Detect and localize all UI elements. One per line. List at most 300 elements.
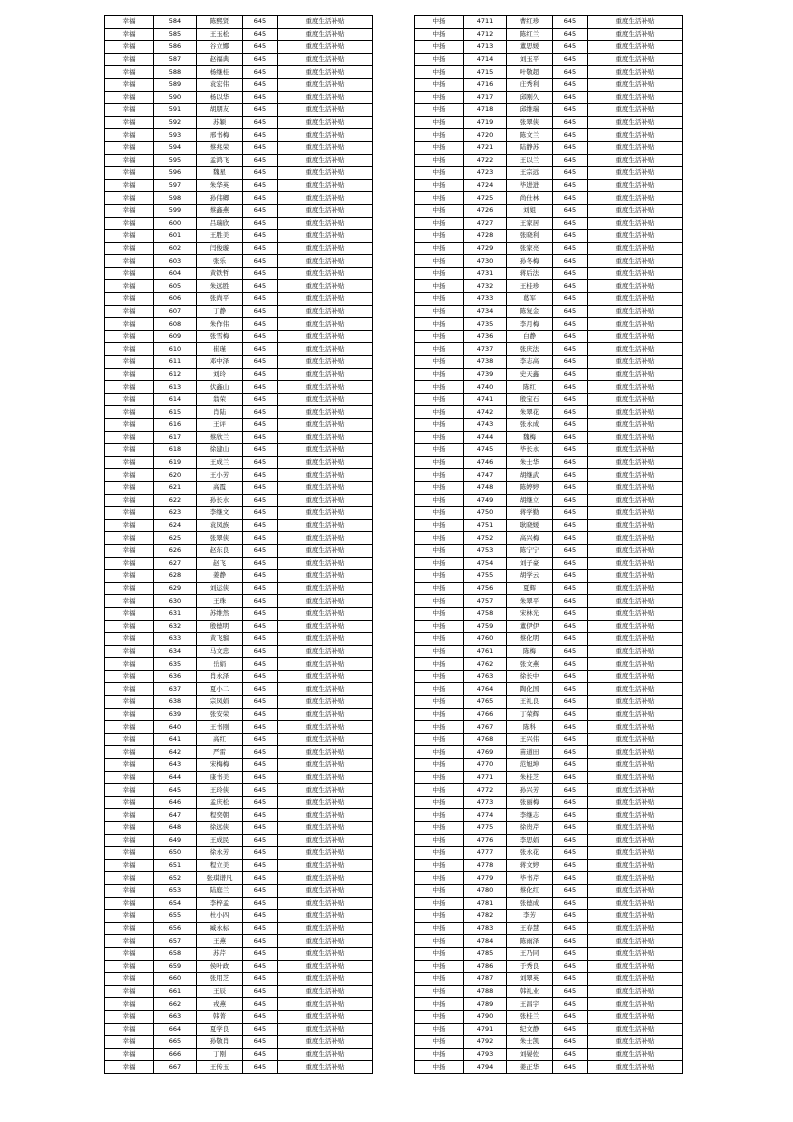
serial-number-cell: 631 xyxy=(154,607,197,620)
amount-cell: 645 xyxy=(553,847,588,860)
subsidy-type-cell: 重度生活补贴 xyxy=(588,330,683,343)
person-name-cell: 杨继桂 xyxy=(197,66,243,79)
subsidy-type-cell: 重度生活补贴 xyxy=(278,230,373,243)
amount-cell: 645 xyxy=(243,834,278,847)
town-cell: 中扬 xyxy=(415,318,464,331)
person-name-cell: 张桂兰 xyxy=(507,1010,553,1023)
subsidy-type-cell: 重度生活补贴 xyxy=(588,494,683,507)
table-row xyxy=(105,419,373,432)
serial-number-cell: 4711 xyxy=(464,16,507,29)
town-cell: 中扬 xyxy=(415,444,464,457)
subsidy-type-cell: 重度生活补贴 xyxy=(278,658,373,671)
town-cell: 中扬 xyxy=(415,847,464,860)
subsidy-type-cell: 重度生活补贴 xyxy=(278,78,373,91)
subsidy-type-cell: 重度生活补贴 xyxy=(588,557,683,570)
left-subsidy-table xyxy=(104,15,373,1074)
table-row xyxy=(105,66,373,79)
serial-number-cell: 663 xyxy=(154,1010,197,1023)
serial-number-cell: 4734 xyxy=(464,305,507,318)
amount-cell: 645 xyxy=(243,78,278,91)
table-row xyxy=(415,141,683,154)
serial-number-cell: 589 xyxy=(154,78,197,91)
subsidy-type-cell: 重度生活补贴 xyxy=(278,116,373,129)
subsidy-type-cell: 重度生活补贴 xyxy=(278,570,373,583)
serial-number-cell: 4771 xyxy=(464,771,507,784)
serial-number-cell: 4715 xyxy=(464,66,507,79)
person-name-cell: 张永花 xyxy=(507,847,553,860)
subsidy-type-cell: 重度生活补贴 xyxy=(278,822,373,835)
table-row xyxy=(415,481,683,494)
table-row xyxy=(415,557,683,570)
town-cell: 中扬 xyxy=(415,822,464,835)
person-name-cell: 袁宏伟 xyxy=(197,78,243,91)
amount-cell: 645 xyxy=(243,53,278,66)
serial-number-cell: 4776 xyxy=(464,834,507,847)
person-name-cell: 陶化国 xyxy=(507,683,553,696)
table-row xyxy=(415,419,683,432)
serial-number-cell: 630 xyxy=(154,595,197,608)
town-cell: 中扬 xyxy=(415,1061,464,1074)
table-row xyxy=(415,368,683,381)
amount-cell: 645 xyxy=(553,16,588,29)
subsidy-type-cell: 重度生活补贴 xyxy=(278,419,373,432)
table-row xyxy=(105,343,373,356)
subsidy-type-cell: 重度生活补贴 xyxy=(588,444,683,457)
town-cell: 中扬 xyxy=(415,154,464,167)
serial-number-cell: 593 xyxy=(154,129,197,142)
table-row xyxy=(105,16,373,29)
table-row xyxy=(105,620,373,633)
table-row xyxy=(415,796,683,809)
amount-cell: 645 xyxy=(243,595,278,608)
subsidy-type-cell: 重度生活补贴 xyxy=(278,784,373,797)
serial-number-cell: 4779 xyxy=(464,872,507,885)
amount-cell: 645 xyxy=(243,519,278,532)
table-row xyxy=(415,582,683,595)
serial-number-cell: 644 xyxy=(154,771,197,784)
person-name-cell: 张用芝 xyxy=(197,973,243,986)
person-name-cell: 姜正华 xyxy=(507,1061,553,1074)
subsidy-type-cell: 重度生活补贴 xyxy=(278,217,373,230)
person-name-cell: 邱刚久 xyxy=(507,91,553,104)
serial-number-cell: 648 xyxy=(154,822,197,835)
table-row xyxy=(415,847,683,860)
serial-number-cell: 4717 xyxy=(464,91,507,104)
subsidy-type-cell: 重度生活补贴 xyxy=(588,859,683,872)
person-name-cell: 徐长中 xyxy=(507,670,553,683)
subsidy-type-cell: 重度生活补贴 xyxy=(588,431,683,444)
table-row xyxy=(105,431,373,444)
subsidy-type-cell: 重度生活补贴 xyxy=(588,658,683,671)
table-row xyxy=(105,595,373,608)
subsidy-type-cell: 重度生活补贴 xyxy=(278,28,373,41)
subsidy-type-cell: 重度生活补贴 xyxy=(278,859,373,872)
serial-number-cell: 665 xyxy=(154,1036,197,1049)
subsidy-type-cell: 重度生活补贴 xyxy=(278,204,373,217)
subsidy-type-cell: 重度生活补贴 xyxy=(588,582,683,595)
person-name-cell: 孙伟卿 xyxy=(197,192,243,205)
town-cell: 幸福 xyxy=(105,947,154,960)
amount-cell: 645 xyxy=(553,167,588,180)
town-cell: 中扬 xyxy=(415,557,464,570)
subsidy-type-cell: 重度生活补贴 xyxy=(588,393,683,406)
amount-cell: 645 xyxy=(553,595,588,608)
amount-cell: 645 xyxy=(243,658,278,671)
serial-number-cell: 4724 xyxy=(464,179,507,192)
amount-cell: 645 xyxy=(553,557,588,570)
serial-number-cell: 4789 xyxy=(464,998,507,1011)
amount-cell: 645 xyxy=(553,179,588,192)
town-cell: 中扬 xyxy=(415,595,464,608)
serial-number-cell: 4794 xyxy=(464,1061,507,1074)
person-name-cell: 尚仕林 xyxy=(507,192,553,205)
amount-cell: 645 xyxy=(553,469,588,482)
town-cell: 中扬 xyxy=(415,721,464,734)
amount-cell: 645 xyxy=(243,217,278,230)
town-cell: 中扬 xyxy=(415,544,464,557)
table-row xyxy=(415,356,683,369)
table-row xyxy=(105,267,373,280)
amount-cell: 645 xyxy=(243,419,278,432)
amount-cell: 645 xyxy=(243,330,278,343)
serial-number-cell: 651 xyxy=(154,859,197,872)
table-row xyxy=(415,104,683,117)
amount-cell: 645 xyxy=(243,293,278,306)
person-name-cell: 刘玉平 xyxy=(507,53,553,66)
table-row xyxy=(105,91,373,104)
table-row xyxy=(415,595,683,608)
amount-cell: 645 xyxy=(243,456,278,469)
subsidy-type-cell: 重度生活补贴 xyxy=(588,293,683,306)
serial-number-cell: 4753 xyxy=(464,544,507,557)
serial-number-cell: 4731 xyxy=(464,267,507,280)
town-cell: 幸福 xyxy=(105,456,154,469)
serial-number-cell: 4740 xyxy=(464,381,507,394)
amount-cell: 645 xyxy=(553,771,588,784)
serial-number-cell: 632 xyxy=(154,620,197,633)
town-cell: 中扬 xyxy=(415,330,464,343)
table-row xyxy=(415,116,683,129)
serial-number-cell: 633 xyxy=(154,633,197,646)
serial-number-cell: 4754 xyxy=(464,557,507,570)
person-name-cell: 邓中泽 xyxy=(197,356,243,369)
subsidy-type-cell: 重度生活补贴 xyxy=(588,104,683,117)
person-name-cell: 赵飞 xyxy=(197,557,243,570)
amount-cell: 645 xyxy=(553,204,588,217)
table-row xyxy=(415,859,683,872)
town-cell: 幸福 xyxy=(105,633,154,646)
subsidy-type-cell: 重度生活补贴 xyxy=(588,884,683,897)
town-cell: 中扬 xyxy=(415,293,464,306)
amount-cell: 645 xyxy=(553,910,588,923)
amount-cell: 645 xyxy=(243,897,278,910)
town-cell: 中扬 xyxy=(415,620,464,633)
town-cell: 幸福 xyxy=(105,217,154,230)
subsidy-type-cell: 重度生活补贴 xyxy=(588,381,683,394)
town-cell: 幸福 xyxy=(105,280,154,293)
amount-cell: 645 xyxy=(553,784,588,797)
table-row xyxy=(415,532,683,545)
person-name-cell: 王评 xyxy=(197,419,243,432)
serial-number-cell: 4725 xyxy=(464,192,507,205)
subsidy-type-cell: 重度生活补贴 xyxy=(588,1023,683,1036)
serial-number-cell: 4792 xyxy=(464,1036,507,1049)
subsidy-type-cell: 重度生活补贴 xyxy=(588,696,683,709)
amount-cell: 645 xyxy=(243,607,278,620)
town-cell: 幸福 xyxy=(105,973,154,986)
person-name-cell: 袁凤族 xyxy=(197,519,243,532)
subsidy-type-cell: 重度生活补贴 xyxy=(588,406,683,419)
amount-cell: 645 xyxy=(243,469,278,482)
table-row xyxy=(415,444,683,457)
table-row xyxy=(105,28,373,41)
table-row xyxy=(415,41,683,54)
subsidy-type-cell: 重度生活补贴 xyxy=(588,771,683,784)
town-cell: 幸福 xyxy=(105,620,154,633)
serial-number-cell: 598 xyxy=(154,192,197,205)
person-name-cell: 胡继武 xyxy=(507,469,553,482)
amount-cell: 645 xyxy=(553,91,588,104)
table-row xyxy=(105,607,373,620)
amount-cell: 645 xyxy=(243,985,278,998)
serial-number-cell: 639 xyxy=(154,708,197,721)
town-cell: 幸福 xyxy=(105,293,154,306)
amount-cell: 645 xyxy=(553,884,588,897)
serial-number-cell: 652 xyxy=(154,872,197,885)
table-row xyxy=(105,167,373,180)
person-name-cell: 邱维瑞 xyxy=(507,104,553,117)
person-name-cell: 陈科 xyxy=(507,721,553,734)
table-row xyxy=(415,607,683,620)
table-row xyxy=(415,570,683,583)
table-row xyxy=(105,330,373,343)
amount-cell: 645 xyxy=(553,356,588,369)
amount-cell: 645 xyxy=(243,771,278,784)
person-name-cell: 蒋学勤 xyxy=(507,507,553,520)
subsidy-type-cell: 重度生活补贴 xyxy=(588,1010,683,1023)
town-cell: 幸福 xyxy=(105,1061,154,1074)
serial-number-cell: 605 xyxy=(154,280,197,293)
person-name-cell: 张翠侠 xyxy=(507,116,553,129)
person-name-cell: 赵东良 xyxy=(197,544,243,557)
person-name-cell: 夏小二 xyxy=(197,683,243,696)
serial-number-cell: 4787 xyxy=(464,973,507,986)
serial-number-cell: 650 xyxy=(154,847,197,860)
subsidy-type-cell: 重度生活补贴 xyxy=(278,1036,373,1049)
amount-cell: 645 xyxy=(243,179,278,192)
subsidy-type-cell: 重度生活补贴 xyxy=(278,771,373,784)
amount-cell: 645 xyxy=(243,733,278,746)
amount-cell: 645 xyxy=(243,16,278,29)
amount-cell: 645 xyxy=(553,544,588,557)
town-cell: 中扬 xyxy=(415,633,464,646)
town-cell: 中扬 xyxy=(415,947,464,960)
town-cell: 中扬 xyxy=(415,419,464,432)
table-row xyxy=(105,368,373,381)
amount-cell: 645 xyxy=(243,670,278,683)
town-cell: 幸福 xyxy=(105,393,154,406)
serial-number-cell: 612 xyxy=(154,368,197,381)
table-row xyxy=(105,116,373,129)
town-cell: 中扬 xyxy=(415,1023,464,1036)
serial-number-cell: 664 xyxy=(154,1023,197,1036)
amount-cell: 645 xyxy=(243,318,278,331)
person-name-cell: 陈梅 xyxy=(507,645,553,658)
subsidy-type-cell: 重度生活补贴 xyxy=(588,796,683,809)
subsidy-type-cell: 重度生活补贴 xyxy=(588,973,683,986)
town-cell: 中扬 xyxy=(415,645,464,658)
person-name-cell: 王桂珍 xyxy=(507,280,553,293)
person-name-cell: 蔡化红 xyxy=(507,884,553,897)
subsidy-type-cell: 重度生活补贴 xyxy=(278,796,373,809)
person-name-cell: 范旭坤 xyxy=(507,759,553,772)
person-name-cell: 刘玲 xyxy=(197,368,243,381)
table-row xyxy=(415,910,683,923)
amount-cell: 645 xyxy=(243,960,278,973)
person-name-cell: 朱作伟 xyxy=(197,318,243,331)
amount-cell: 645 xyxy=(553,998,588,1011)
subsidy-type-cell: 重度生活补贴 xyxy=(278,368,373,381)
subsidy-type-cell: 重度生活补贴 xyxy=(278,456,373,469)
amount-cell: 645 xyxy=(243,683,278,696)
town-cell: 中扬 xyxy=(415,973,464,986)
town-cell: 幸福 xyxy=(105,179,154,192)
amount-cell: 645 xyxy=(553,809,588,822)
table-row xyxy=(415,960,683,973)
town-cell: 幸福 xyxy=(105,759,154,772)
amount-cell: 645 xyxy=(243,935,278,948)
town-cell: 幸福 xyxy=(105,519,154,532)
table-row xyxy=(415,1048,683,1061)
amount-cell: 645 xyxy=(243,494,278,507)
table-row xyxy=(415,771,683,784)
subsidy-type-cell: 重度生活补贴 xyxy=(278,494,373,507)
table-row xyxy=(415,91,683,104)
serial-number-cell: 627 xyxy=(154,557,197,570)
serial-number-cell: 4764 xyxy=(464,683,507,696)
table-row xyxy=(105,217,373,230)
table-row xyxy=(105,204,373,217)
subsidy-type-cell: 重度生活补贴 xyxy=(278,733,373,746)
person-name-cell: 白静 xyxy=(507,330,553,343)
amount-cell: 645 xyxy=(553,318,588,331)
subsidy-type-cell: 重度生活补贴 xyxy=(588,167,683,180)
serial-number-cell: 604 xyxy=(154,267,197,280)
table-row xyxy=(105,985,373,998)
town-cell: 中扬 xyxy=(415,305,464,318)
subsidy-type-cell: 重度生活补贴 xyxy=(278,406,373,419)
town-cell: 幸福 xyxy=(105,859,154,872)
person-name-cell: 王成民 xyxy=(197,834,243,847)
person-name-cell: 戎燕 xyxy=(197,998,243,1011)
person-name-cell: 孙长水 xyxy=(197,494,243,507)
serial-number-cell: 621 xyxy=(154,481,197,494)
serial-number-cell: 659 xyxy=(154,960,197,973)
person-name-cell: 董思媛 xyxy=(507,41,553,54)
serial-number-cell: 4793 xyxy=(464,1048,507,1061)
subsidy-type-cell: 重度生活补贴 xyxy=(588,633,683,646)
person-name-cell: 朱华英 xyxy=(197,179,243,192)
town-cell: 中扬 xyxy=(415,267,464,280)
subsidy-type-cell: 重度生活补贴 xyxy=(278,129,373,142)
subsidy-type-cell: 重度生活补贴 xyxy=(278,53,373,66)
person-name-cell: 朱桂芝 xyxy=(507,771,553,784)
subsidy-type-cell: 重度生活补贴 xyxy=(278,696,373,709)
table-row xyxy=(105,973,373,986)
table-row xyxy=(105,53,373,66)
table-row xyxy=(415,1036,683,1049)
subsidy-type-cell: 重度生活补贴 xyxy=(278,746,373,759)
person-name-cell: 叶敬超 xyxy=(507,66,553,79)
town-cell: 幸福 xyxy=(105,771,154,784)
person-name-cell: 夏学良 xyxy=(197,1023,243,1036)
serial-number-cell: 586 xyxy=(154,41,197,54)
person-name-cell: 纪文静 xyxy=(507,1023,553,1036)
serial-number-cell: 603 xyxy=(154,255,197,268)
person-name-cell: 陆庭兰 xyxy=(197,884,243,897)
subsidy-type-cell: 重度生活补贴 xyxy=(278,557,373,570)
amount-cell: 645 xyxy=(243,381,278,394)
town-cell: 幸福 xyxy=(105,670,154,683)
town-cell: 中扬 xyxy=(415,406,464,419)
subsidy-type-cell: 重度生活补贴 xyxy=(278,167,373,180)
person-name-cell: 徐贵芹 xyxy=(507,822,553,835)
table-row xyxy=(415,947,683,960)
table-row xyxy=(105,809,373,822)
subsidy-type-cell: 重度生活补贴 xyxy=(278,91,373,104)
town-cell: 中扬 xyxy=(415,368,464,381)
amount-cell: 645 xyxy=(243,847,278,860)
person-name-cell: 刘晏佐 xyxy=(507,1048,553,1061)
town-cell: 幸福 xyxy=(105,922,154,935)
town-cell: 幸福 xyxy=(105,998,154,1011)
person-name-cell: 徐远侠 xyxy=(197,822,243,835)
serial-number-cell: 602 xyxy=(154,242,197,255)
person-name-cell: 王家居 xyxy=(507,217,553,230)
serial-number-cell: 4774 xyxy=(464,809,507,822)
serial-number-cell: 4785 xyxy=(464,947,507,960)
person-name-cell: 程立美 xyxy=(197,859,243,872)
subsidy-type-cell: 重度生活补贴 xyxy=(278,973,373,986)
person-name-cell: 伏鑫山 xyxy=(197,381,243,394)
person-name-cell: 李继文 xyxy=(197,507,243,520)
person-name-cell: 闫俊璇 xyxy=(197,242,243,255)
person-name-cell: 耿晓媛 xyxy=(507,519,553,532)
serial-number-cell: 4719 xyxy=(464,116,507,129)
table-row xyxy=(105,935,373,948)
subsidy-type-cell: 重度生活补贴 xyxy=(588,204,683,217)
subsidy-type-cell: 重度生活补贴 xyxy=(588,1048,683,1061)
serial-number-cell: 647 xyxy=(154,809,197,822)
person-name-cell: 陈雨泽 xyxy=(507,935,553,948)
serial-number-cell: 634 xyxy=(154,645,197,658)
table-row xyxy=(105,129,373,142)
table-row xyxy=(105,481,373,494)
amount-cell: 645 xyxy=(243,998,278,1011)
town-cell: 中扬 xyxy=(415,1036,464,1049)
subsidy-type-cell: 重度生活补贴 xyxy=(588,116,683,129)
subsidy-type-cell: 重度生活补贴 xyxy=(588,595,683,608)
subsidy-type-cell: 重度生活补贴 xyxy=(588,91,683,104)
subsidy-type-cell: 重度生活补贴 xyxy=(278,1023,373,1036)
serial-number-cell: 4743 xyxy=(464,419,507,432)
serial-number-cell: 4751 xyxy=(464,519,507,532)
subsidy-type-cell: 重度生活补贴 xyxy=(588,481,683,494)
person-name-cell: 严雷 xyxy=(197,746,243,759)
amount-cell: 645 xyxy=(243,1036,278,1049)
serial-number-cell: 645 xyxy=(154,784,197,797)
town-cell: 中扬 xyxy=(415,167,464,180)
